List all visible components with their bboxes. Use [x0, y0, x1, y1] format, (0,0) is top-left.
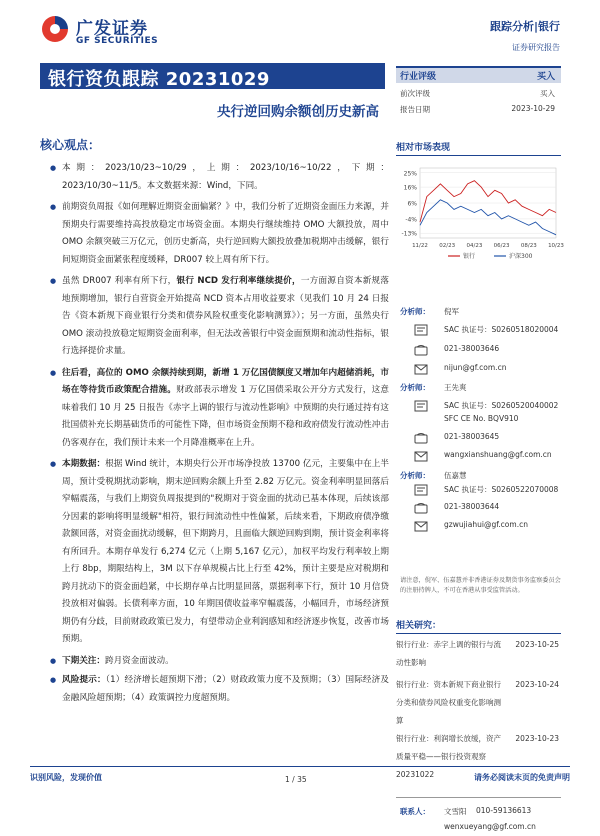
rating-value: 买入: [536, 72, 555, 82]
analyst-role: 分析师：: [400, 383, 430, 392]
contact-line: [396, 806, 561, 822]
contact-email-line: [396, 822, 561, 836]
logo-mark-icon: [40, 14, 70, 44]
paragraph-text: 财政部表示增发 1 万亿国债采取公开分方式发行，这意味着我们 10 月 25 日报告《赤字上调的银行与流动性影响》中预期的央行通过持有这批国债补充长期基础货币的可能性下降，但市场资金预期不稳和政府债发行流动性冲击仍客观存在，我们预计未来一个月降准概率在上升。: [62, 385, 389, 448]
related-item-date: 2023-10-23: [515, 734, 559, 743]
bullet-paragraph: [44, 199, 389, 269]
related-item-title[interactable]: 银行行业：赤字上调的银行与流动性影响: [396, 640, 501, 667]
phone-icon: [414, 432, 428, 444]
report-subtitle: 央行逆回购余额创历史新高: [217, 104, 379, 120]
related-item-date: 2023-10-24: [515, 680, 559, 689]
core-views-heading: 核心观点：: [40, 138, 101, 152]
email-icon: [414, 520, 428, 532]
contact-email[interactable]: wenxueyang@gf.com.cn: [444, 822, 536, 831]
certificate-icon: [414, 324, 428, 336]
paragraph-text: （1）经济增长超预期下滑；（2）财政政策力度不及预期；（3）国际经济及金融风险超预期；（4）政策调控力度超预期。: [62, 675, 389, 703]
analyst-role: 分析师：: [400, 307, 430, 316]
legend-label: 沪深300: [509, 253, 533, 260]
bullet-icon: ●: [50, 203, 57, 211]
footer-disclaimer: 请务必阅读末页的免责声明: [474, 773, 570, 782]
report-title: 银行资负跟踪 20231029: [40, 63, 385, 89]
analyst-role: 分析师：: [400, 471, 430, 480]
analyst-sac: SAC 执证号：S0260522070008: [444, 485, 559, 494]
page-header: [0, 0, 600, 62]
paragraph-text: 一方面源自资本新规落地预期增加，银行自营资金开始提高 NCD 资本占用收益要求（见我们 10 月 24 日报告《资本新规下商业银行分类和债券风险权重变化影响测算》）；另一方面，虽然央行 OMO 滚动投放稳定短期资金面利率，但无法改善银行中资金面预期和流动性指标，银行选择提价求量。: [62, 276, 389, 356]
related-item-date: 2023-10-25: [515, 640, 559, 649]
analyst-name: 倪军: [444, 307, 459, 316]
report-date-label: 报告日期: [400, 105, 430, 114]
analyst-name: 伍嘉慧: [444, 471, 467, 480]
bullet-icon: ●: [50, 460, 57, 468]
bullet-icon: ●: [50, 277, 57, 285]
email-icon: [414, 363, 428, 375]
related-item[interactable]: [396, 636, 561, 672]
rating-header: [396, 66, 561, 83]
analyst-name: 王先爽: [444, 383, 467, 392]
bullet-paragraph: [44, 365, 389, 453]
y-tick-label: 6%: [407, 200, 417, 208]
x-tick-label: 11/22: [412, 243, 428, 249]
report-date-value: 2023-10-29: [511, 104, 555, 113]
company-logo: [40, 14, 170, 50]
logo-cn: 广发证券: [76, 19, 148, 39]
x-tick-label: 10/23: [548, 243, 564, 249]
bullet-paragraph: [44, 160, 389, 195]
x-tick-label: 06/23: [493, 243, 510, 249]
x-tick-label: 02/23: [439, 243, 456, 249]
bullet-icon: ●: [50, 676, 57, 684]
legend-label: 银行: [463, 253, 476, 260]
y-tick-label: -4%: [405, 216, 417, 224]
paragraph-text: 虽然 DR007 利率有所下行，: [62, 276, 177, 286]
page-number: 1 / 35: [285, 775, 307, 784]
analyst-email[interactable]: nijun@gf.com.cn: [444, 363, 507, 372]
analyst-email[interactable]: wangxianshuang@gf.com.cn: [444, 450, 552, 459]
footer-slogan: 识别风险，发现价值: [30, 773, 102, 782]
chart-title: 相对市场表现: [396, 140, 561, 156]
analyst-email[interactable]: gzwujiahui@gf.com.cn: [444, 520, 528, 529]
related-item[interactable]: [396, 676, 561, 730]
y-tick-label: 16%: [403, 184, 417, 192]
paragraph-bold: 往后看，高位的 OMO 余额持续到期，新增 1 万亿国债额度又增加年内超储消耗，市场在等待货币政策配合措施。: [62, 367, 389, 395]
analyst-sac: SAC 执证号：S0260518020004: [444, 325, 559, 334]
related-item-title[interactable]: 银行行业：利润增长放缓，资产质量平稳——银行投资观察 20231022: [396, 734, 501, 779]
paragraph-bold: 银行 NCD 发行利率继续提价，: [176, 276, 301, 286]
related-research-heading: 相关研究：: [396, 618, 561, 634]
contact-block: [396, 797, 561, 836]
bullet-paragraph: [44, 273, 389, 361]
paragraph-text: 跨月资金面波动。: [104, 655, 174, 666]
paragraph-text: 本期：2023/10/23~10/29，上期：2023/10/16~10/22，下期：2023/10/30~11/5。本文数据来源：Wind，下同。: [62, 163, 389, 191]
paragraph-bold: 风险提示：: [62, 675, 106, 685]
analyst-sac: SAC 执证号：S0260520040002: [444, 401, 559, 410]
disclaimer-note: 请注意，倪军、伍嘉慧并非香港证券及期货事务监察委员会的注册持牌人，不可在香港从事受监管活动。: [400, 577, 561, 594]
report-type: 证券研究报告: [512, 43, 560, 52]
footer-divider: [30, 766, 570, 767]
y-tick-label: -13%: [401, 230, 417, 238]
paragraph-bold: 下期关注：: [62, 655, 105, 666]
series-line-csi300: [420, 200, 556, 235]
bullet-paragraph: [44, 653, 389, 671]
bullet-paragraph: [44, 672, 389, 707]
phone-icon: [414, 344, 428, 356]
phone-icon: [414, 502, 428, 514]
report-category: 跟踪分析|银行: [489, 20, 560, 33]
certificate-icon: [414, 400, 428, 412]
analyst-phone: 021-38003645: [444, 432, 500, 441]
related-item-title[interactable]: 银行行业：资本新规下商业银行分类和债券风险权重变化影响测算: [396, 680, 501, 725]
analyst-phone: 021-38003644: [444, 502, 500, 511]
y-tick-label: 25%: [403, 170, 417, 178]
bullet-paragraph: [44, 456, 389, 649]
x-tick-label: 08/23: [520, 243, 537, 249]
prev-rating-label: 前次评级: [400, 89, 430, 98]
core-views-body: [44, 160, 389, 707]
paragraph-bold: 本期数据：: [62, 459, 106, 469]
x-tick-label: 04/23: [466, 243, 483, 249]
contact-name: 文雪阳: [444, 807, 467, 816]
analyst-sfc: SFC CE No. BQV910: [444, 414, 519, 423]
analyst-phone: 021-38003646: [444, 344, 500, 353]
bullet-icon: ●: [50, 368, 57, 377]
contact-label: 联系人：: [400, 807, 430, 816]
email-icon: [414, 450, 428, 462]
rating-label: 行业评级: [400, 72, 437, 82]
prev-rating-value: 买入: [540, 89, 555, 98]
bullet-icon: ●: [50, 164, 57, 172]
contact-phone: 010-59136613: [476, 806, 532, 815]
certificate-icon: [414, 484, 428, 496]
header-right: [490, 18, 560, 53]
logo-en: GF SECURITIES: [76, 36, 159, 46]
paragraph-text: 根据 Wind 统计，本期央行公开市场净投放 13700 亿元，主要集中在上半周，预计受税期扰动影响，期末逆回购余额上升至 2.82 万亿元。资金利率明显回落后窄幅震荡，与我们上期资负周报提到的"税期对于资金面的扰动已基本体现，后续该部分因素的影响将明显缓解"相符，银行间流动性中性偏紧，后续来看，下期政府债净缴款额回落，对资金面扰动缓解，但下期跨月，且面临大额逆回购到期，预计资金利率将有所回升。本期存单发行 6,274 亿元（上期 5,167 亿元），加权平均发行利率较上期上行 8bp，期限结构上，3M 以下存单规模占比上行至 42%，预计主要是应对税期和跨月扰动下的资金面趋紧，中长期存单占比明显回落，票据利率下行，预计 10 月信贷投放相对偏弱。长债利率方面，10 年期国债收益率窄幅震荡，小幅回升，市场经济预期仍有分歧，目前财政政策已发力，有望带动企业利润感知和经济逐步恢复，改善市场预期。: [62, 459, 389, 644]
bullet-icon: ●: [50, 656, 57, 665]
paragraph-text: 前期资负周报《如何理解近期资金面偏紧？》中，我们分析了近期资金面压力来源，并预期央行需要维持高投放稳定市场资金面。本期央行继续维持 OMO 大额投放，周中 OMO 余额突破三万亿元，创历史新高，央行逆回购大额投放叠加税期冲击缓解，银行间短期资金面紧张程度缓释，DR007 较上周有所下行。: [62, 202, 389, 265]
